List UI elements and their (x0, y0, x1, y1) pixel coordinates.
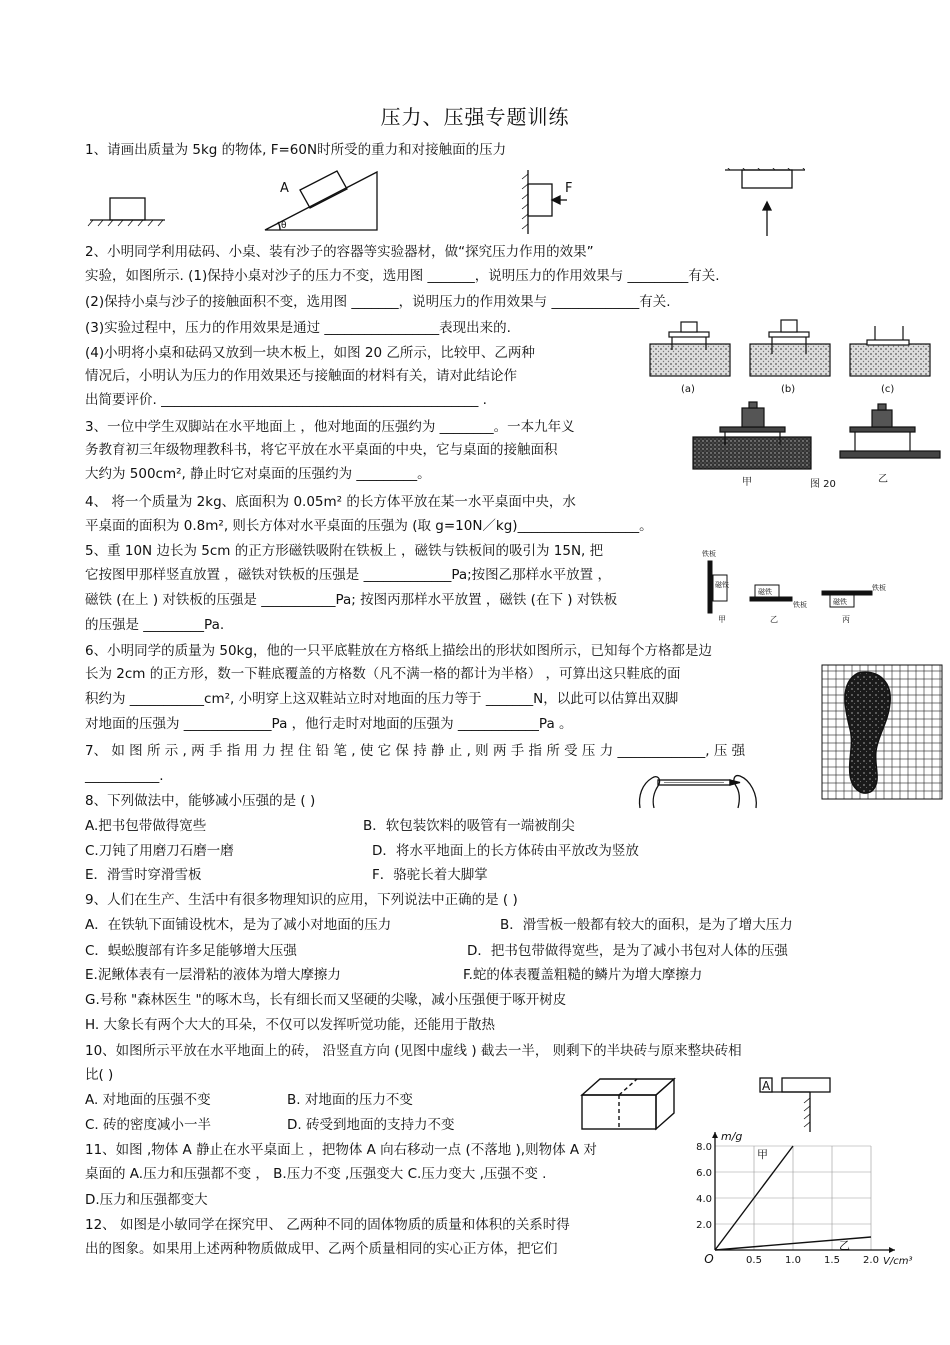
question-11-line: D.压力和压强都变大 (85, 1192, 208, 1208)
question-5-line: 它按图甲那样竖直放置 ，磁铁对铁板的压强是 _____________Pa;按图乙那样水平放置 ， (85, 567, 611, 583)
option-9c: C．蜈蚣腹部有许多足能够增大压强 (85, 943, 297, 959)
pencil-fingers-figure (636, 766, 761, 812)
option-8c: C.刀钝了用磨刀石磨一磨 (85, 843, 234, 859)
page-title: 压力、压强专题训练 (380, 105, 570, 129)
block-a-label: A (280, 181, 289, 196)
mass-volume-chart (695, 1128, 945, 1270)
option-8b: B．软包装饮料的吸管有一端被削尖 (363, 818, 575, 834)
question-4-line: 4、 将一个质量为 2kg、底面积为 0.05m² 的长方体平放在某一水平桌面中央，水 (85, 494, 576, 510)
y-tick-label: 2.0 (696, 1220, 712, 1231)
question-2-line: (4)小明将小桌和砝码又放到一块木板上，如图 20 乙所示，比较甲、乙两种 (85, 345, 535, 361)
option-9b: B．滑雪板一般都有较大的面积，是为了增大压力 (500, 917, 793, 933)
question-2-line: 出简要评价. _______________________________________________ . (85, 392, 487, 408)
fig20-caption-yi: 乙 (878, 474, 888, 485)
y-axis-arrow (712, 1132, 718, 1138)
question-12-line: 12、 如图是小敏同学在探究甲、 乙两种不同的固体物质的质量和体积的关系时得 (85, 1217, 570, 1233)
question-3-line: 务教育初三年级物理教科书，将它平放在水平桌面的中央，它与桌面的接触面积 (85, 442, 558, 458)
question-8: 8、下列做法中，能够减小压强的是 ( ) (85, 793, 316, 809)
question-10-line: 比( ) (85, 1067, 114, 1083)
option-9f: F.蛇的体表覆盖粗糙的鳞片为增大摩擦力 (463, 967, 703, 983)
wall-block-figure (522, 170, 567, 234)
fig20-sand-tray (693, 402, 811, 469)
question-5-line: 磁铁 (在上 ) 对铁板的压强是 ___________Pa; 按图丙那样水平放置 ，磁铁 (在下 ) 对铁板 (85, 592, 618, 608)
y-tick-label: 4.0 (696, 1194, 712, 1205)
magnet-caption-jia: 甲 (718, 615, 726, 624)
y-tick-label: 8.0 (696, 1142, 712, 1153)
ceiling-block-figure (725, 168, 805, 236)
x-axis-label: V/cm³ (883, 1256, 913, 1267)
question-6-line: 对地面的压强为 _____________Pa ，他行走时对地面的压强为 ____________Pa 。 (85, 716, 573, 732)
question-2-line: (2)保持小桌与沙子的接触面积不变，选用图 _______，说明压力的作用效果与 _____________有关. (85, 294, 671, 310)
sand-box-c (850, 326, 930, 376)
x-tick-label: 1.0 (785, 1255, 801, 1266)
question-12-line: 出的图象。如果用上述两种物质做成甲、乙两个质量相同的实心正方体，把它们 (85, 1241, 558, 1257)
question-3-line: 3、一位中学生双脚站在水平地面上 ，他对地面的压强约为 ________。一本九年义 (85, 419, 575, 435)
question-6-line: 长为 2cm 的正方形，数一下鞋底覆盖的方格数（凡不满一格的都计为半格） ，可算出这只鞋底的面 (85, 666, 681, 682)
option-8e: E．滑雪时穿滑雪板 (85, 867, 202, 883)
option-10a: A. 对地面的压强不变 (85, 1092, 211, 1108)
magnet-b-label: 磁铁 (758, 588, 772, 596)
sand-box-b (750, 320, 830, 376)
question-11-line: 桌面的 A.压力和压强都不变 ， B.压力不变 ,压强变大 C.压力变大 ,压强不变 . (85, 1166, 547, 1182)
magnet-caption-bing: 丙 (842, 615, 850, 624)
y-tick-label: 6.0 (696, 1168, 712, 1179)
question-5-line: 5、重 10N 边长为 5cm 的正方形磁铁吸附在铁板上 ，磁铁与铁板间的吸引为 15N, 把 (85, 543, 604, 559)
series-label: 乙 (839, 1239, 850, 1252)
fig20-caption-title: 图 20 (810, 479, 836, 490)
question-1-figures (85, 168, 805, 238)
block-on-floor-figure (88, 198, 165, 226)
figure-20 (690, 400, 945, 490)
question-4-line: 平桌面的面积为 0.8m², 则长方体对水平桌面的压强为 (取 g=10N／kg)__________________。 (85, 518, 653, 534)
question-6-line: 积约为 ___________cm², 小明穿上这双鞋站立时对地面的压力等于 _______N，以此可以估算出双脚 (85, 691, 679, 707)
question-2-line: 2、小明同学利用砝码、小桌、装有沙子的容器等实验器材，做“探究压力作用的效果” (85, 244, 594, 260)
option-10c: C. 砖的密度减小一半 (85, 1117, 212, 1133)
magnet-figures (700, 547, 895, 627)
angle-theta-label: θ (281, 221, 287, 231)
x-axis-arrow (889, 1247, 895, 1253)
question-11-line: 11、如图 ,物体 A 静止在水平桌面上 ，把物体 A 向右移动一点 (不落地 ),则物体 A 对 (85, 1142, 597, 1158)
option-10d: D. 砖受到地面的支持力不变 (287, 1117, 455, 1133)
fig20-wood-board (840, 404, 940, 458)
option-9d: D．把书包带做得宽些，是为了减小书包对人体的压强 (467, 943, 788, 959)
figure-caption-a: (a) (681, 384, 695, 395)
figure-caption-b: (b) (781, 384, 796, 395)
magnet-b-plate-label: 铁板 (793, 601, 807, 609)
question-7-line: ___________. (85, 768, 164, 784)
option-9g: G.号称 "森林医生 "的啄木鸟，长有细长而又坚硬的尖喙，减小压强便于啄开树皮 (85, 992, 567, 1008)
origin-label: O (704, 1252, 714, 1266)
shoe-grid-figure (820, 663, 945, 803)
option-8f: F．骆驼长着大脚掌 (372, 867, 488, 883)
question-2-line: 情况后，小明认为压力的作用效果还与接触面的材料有关，请对此结论作 (85, 368, 517, 384)
magnet-caption-yi: 乙 (770, 615, 778, 624)
option-8d: D．将水平地面上的长方体砖由平放改为竖放 (372, 843, 639, 859)
series-label: 甲 (757, 1148, 768, 1161)
option-9a: A．在铁轨下面铺设枕木，是为了减小对地面的压力 (85, 917, 392, 933)
question-5-line: 的压强是 _________Pa. (85, 617, 225, 633)
sand-box-a (650, 322, 730, 376)
object-a-label: A (762, 1079, 771, 1093)
question-10-line: 10、如图所示平放在水平地面上的砖， 沿竖直方向 (见图中虚线 ) 截去一半， 则剩下的半块砖与原来整块砖相 (85, 1043, 742, 1059)
force-f-label: F (565, 181, 573, 196)
question-3-line: 大约为 500cm², 静止时它对桌面的压强约为 _________。 (85, 466, 431, 482)
x-tick-label: 0.5 (746, 1255, 762, 1266)
figure-caption-c: (c) (881, 384, 895, 395)
question-1: 1、请画出质量为 5kg 的物体, F=60N时所受的重力和对接触面的压力 (85, 142, 507, 158)
magnet-c-plate-label: 铁板 (872, 584, 886, 592)
question-2-figures (645, 318, 945, 398)
magnet-c-label: 磁铁 (833, 598, 847, 606)
option-10b: B. 对地面的压力不变 (287, 1092, 413, 1108)
option-9e: E.泥鳅体表有一层滑粘的液体为增大摩擦力 (85, 967, 341, 983)
option-8a: A.把书包带做得宽些 (85, 818, 207, 834)
question-7-line: 7、 如 图 所 示 , 两 手 指 用 力 捏 住 铅 笔 , 使 它 保 持 静 止 , 则 两 手 指 所 受 压 力 _____________, 压 强 (85, 743, 746, 759)
magnet-a-plate-label: 铁板 (702, 550, 716, 558)
question-2-line: 实验，如图所示. (1)保持小桌对沙子的压力不变，选用图 _______，说明压力的作用效果与 _________有关. (85, 268, 720, 284)
question-2-line: (3)实验过程中，压力的作用效果是通过 _________________表现出来的. (85, 320, 511, 336)
y-axis-label: m/g (721, 1130, 743, 1143)
fig20-caption-jia: 甲 (742, 477, 752, 488)
question-9: 9、人们在生产、生活中有很多物理知识的应用，下列说法中正确的是 ( ) (85, 892, 518, 908)
table-block-figure (752, 1072, 837, 1134)
magnet-a-label: 磁铁 (715, 581, 729, 589)
option-9h: H. 大象长有两个大大的耳朵，不仅可以发挥听觉功能，还能用于散热 (85, 1017, 495, 1033)
question-6-line: 6、小明同学的质量为 50kg，他的一只平底鞋放在方格纸上描绘出的形状如图所示，已知每个方格都是边 (85, 643, 712, 659)
x-tick-label: 2.0 (863, 1255, 879, 1266)
x-tick-label: 1.5 (824, 1255, 840, 1266)
brick-figure (578, 1075, 678, 1133)
